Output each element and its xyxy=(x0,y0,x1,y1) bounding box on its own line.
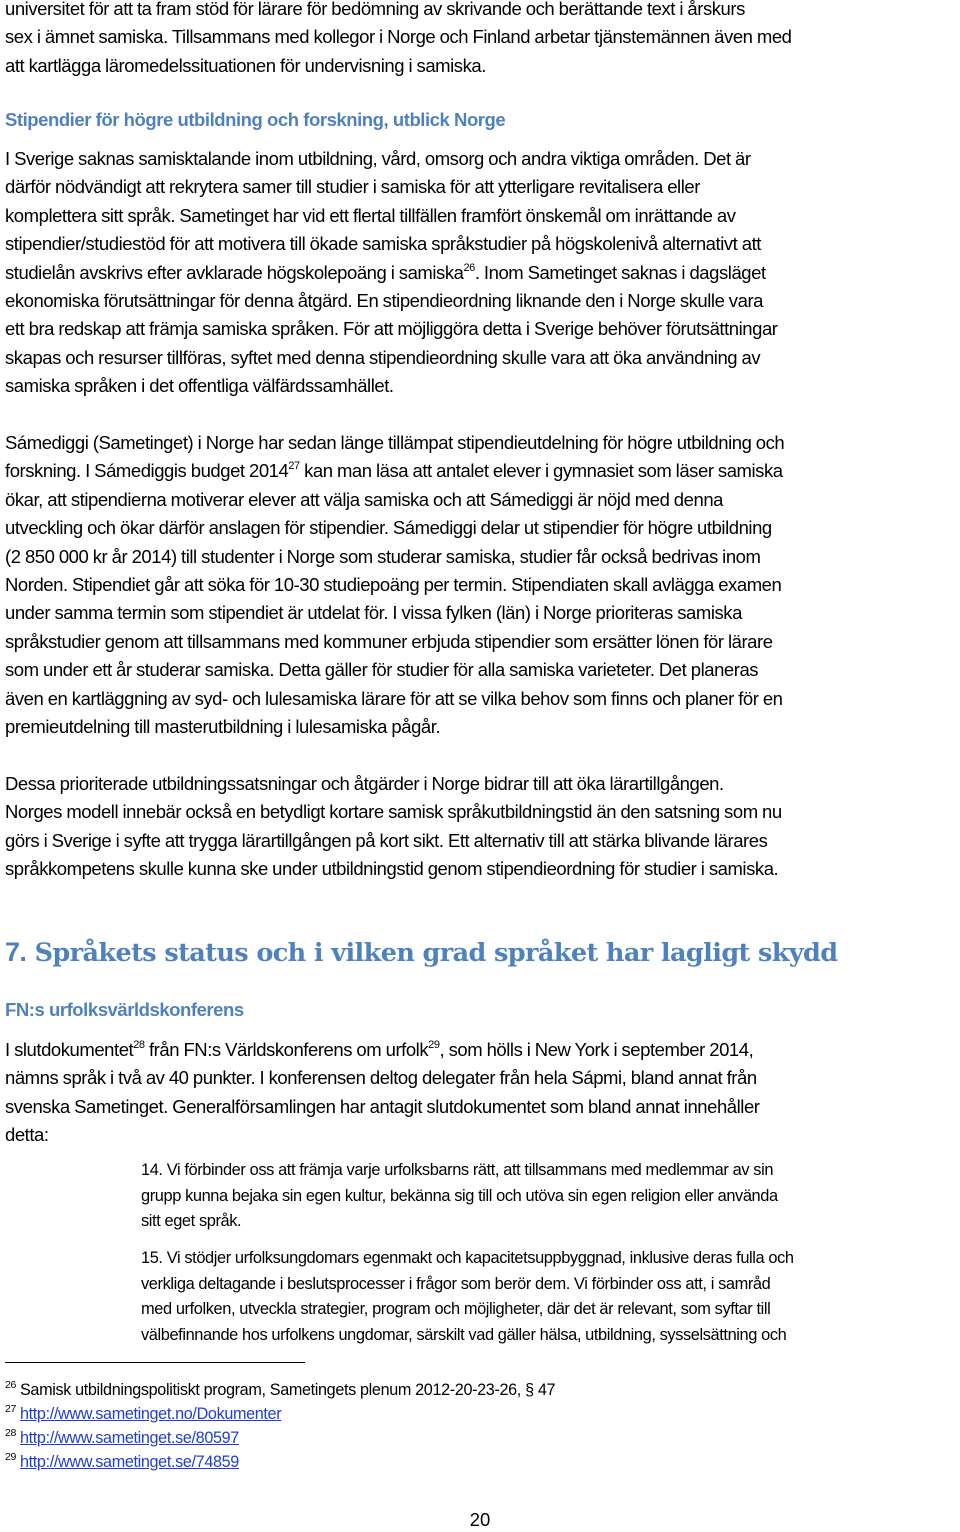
text-line xyxy=(5,457,960,485)
text-line xyxy=(5,1036,960,1064)
footnote-number: 28 xyxy=(5,1427,16,1439)
footnote-26 xyxy=(5,1380,555,1400)
footnote-ref: 27 xyxy=(288,460,300,473)
text-line: Norden. Stipendiet går att söka för 10-30 studiepoäng per termin. Stipendiaten skall avlägga examen xyxy=(5,574,782,596)
footnote-separator xyxy=(5,1362,305,1363)
text-line: välbefinnande hos urfolkens ungdomar, särskilt vad gäller hälsa, utbildning, sysselsättning och xyxy=(141,1325,787,1344)
text-fragment: kan man läsa att antalet elever i gymnasiet som läser samiska xyxy=(299,460,783,482)
footnote-28 xyxy=(5,1428,239,1448)
text-line: ett bra redskap att främja samiska språken. För att möjliggöra detta i Sverige behöver förutsättningar xyxy=(5,318,778,340)
text-line: (2 850 000 kr år 2014) till studenter i Norge som studerar samiska, studier får också bedrivas inom xyxy=(5,545,761,567)
text-line: att kartlägga läromedelssituationen för undervisning i samiska. xyxy=(5,54,486,76)
footnote-number: 27 xyxy=(5,1403,16,1415)
text-line: ekonomiska förutsättningar för denna åtgärd. En stipendieordning liknande den i Norge skulle vara xyxy=(5,290,763,312)
quote-item-14 xyxy=(141,1158,956,1235)
chapter-title: Språkets status och i vilken grad språket har lagligt skydd xyxy=(34,938,838,968)
text-line: Dessa prioriterade utbildningssatsningar och åtgärder i Norge bidrar till att öka lärartillgången. xyxy=(5,773,724,794)
footnote-link[interactable]: http://www.sametinget.se/80597 xyxy=(19,1429,239,1447)
text-line: utveckling och ökar därför anslagen för stipendier. Sámediggi delar ut stipendier för högre utbildning xyxy=(5,517,772,539)
chapter-heading xyxy=(5,935,960,970)
paragraph-slutdokument xyxy=(5,1036,960,1150)
quote-item-15 xyxy=(141,1246,956,1348)
text-line: språkkompetens skulle kunna ske under utbildningstid genom stipendieordning för studier i samiska. xyxy=(5,858,779,880)
text-line: sex i ämnet samiska. Tillsammans med kollegor i Norge och Finland arbetar tjänstemännen även med xyxy=(5,26,792,48)
footnote-ref: 29 xyxy=(428,1039,440,1051)
text-line: grupp kunna bejaka sin egen kultur, bekänna sig till och utöva sin egen religion eller använda xyxy=(141,1186,778,1205)
footnote-27 xyxy=(5,1404,281,1424)
footnote-link[interactable]: http://www.sametinget.se/74859 xyxy=(19,1453,239,1471)
text-line: komplettera sitt språk. Sametinget har vid ett flertal tillfällen framfört önskemål om inrättande av xyxy=(5,204,736,226)
text-fragment: , som hölls i New York i september 2014, xyxy=(439,1039,754,1060)
text-line: därför nödvändigt att rekrytera samer till studier i samiska för att ytterligare revitalisera eller xyxy=(5,176,700,198)
text-line: språkstudier genom att tillsammans med kommuner erbjuda stipendier som ersätter lönen för lärare xyxy=(5,630,773,652)
text-line: ökar, att stipendierna motiverar elever att välja samiska och att Sámediggi är nöjd med denna xyxy=(5,488,723,510)
footnote-number: 26 xyxy=(5,1379,16,1391)
intro-paragraph xyxy=(5,0,960,80)
text-fragment: forskning. I Sámediggis budget 2014 xyxy=(5,460,289,482)
text-line: stipendier/studiestöd för att motivera till ökade samiska språkstudier på högskolenivå alternativt att xyxy=(5,233,761,255)
text-line: 14. Vi förbinder oss att främja varje urfolksbarns rätt, att tillsammans med medlemmar av sin xyxy=(141,1161,774,1179)
footnote-ref: 28 xyxy=(133,1039,145,1051)
text-line: premieutdelning till masterutbildning i lulesamiska pågår. xyxy=(5,716,441,738)
text-line: sitt eget språk. xyxy=(141,1212,242,1231)
text-fragment: från FN:s Världskonferens om urfolk xyxy=(144,1039,429,1060)
page-number: 20 xyxy=(469,1509,491,1530)
text-line: svenska Sametinget. Generalförsamlingen har antagit slutdokumentet som bland annat innehåller xyxy=(5,1095,760,1117)
text-line: under samma termin som stipendiet är utdelat för. I vissa fylken (län) i Norge prioriteras samiska xyxy=(5,602,742,624)
text-line: verkliga deltagande i beslutsprocesser i frågor som berör dem. Vi förbinder oss att, i samråd xyxy=(141,1274,771,1293)
section-heading-stipendier: Stipendier för högre utbildning och forskning, utblick Norge xyxy=(5,109,506,130)
paragraph-samediggi xyxy=(5,429,960,741)
footnote-ref: 26 xyxy=(463,261,475,274)
text-line: med urfolken, utveckla strategier, program och möjligheter, där det är relevant, som syftar till xyxy=(141,1300,771,1319)
text-fragment: I slutdokumentet xyxy=(5,1039,134,1060)
text-line: skapas och resurser tillföras, syftet med denna stipendieordning skulle vara att öka användning av xyxy=(5,346,761,368)
text-line: samiska språken i det offentliga välfärdssamhället. xyxy=(5,375,394,397)
footnote-29 xyxy=(5,1452,239,1472)
text-fragment: . Inom Sametinget saknas i dagsläget xyxy=(474,261,766,283)
text-line: även en kartläggning av syd- och lulesamiska lärare för att se vilka behov som finns och planer för en xyxy=(5,687,783,709)
footnote-number: 29 xyxy=(5,1451,16,1463)
paragraph-prioriterade xyxy=(5,770,960,884)
text-line: universitet för att ta fram stöd för lärare för bedömning av skrivande och berättande text i årskurs xyxy=(5,0,745,19)
text-line: görs i Sverige i syfte att trygga lärartillgången på kort sikt. Ett alternativ till att stärka blivande lärares xyxy=(5,829,768,851)
text-line: detta: xyxy=(5,1124,49,1146)
footnote-link[interactable]: http://www.sametinget.no/Dokumenter xyxy=(19,1405,282,1423)
paragraph-stipendier-sverige xyxy=(5,145,960,401)
text-line: nämns språk i två av 40 punkter. I konferensen deltog delegater från hela Sápmi, bland annat från xyxy=(5,1067,757,1089)
text-line: Norges modell innebär också en betydligt kortare samisk språkutbildningstid än den satsning som nu xyxy=(5,801,782,823)
text-fragment: studielån avskrivs efter avklarade högskolepoäng i samiska xyxy=(5,261,464,283)
text-line: Sámediggi (Sametinget) i Norge har sedan länge tillämpat stipendieutdelning för högre utbildning och xyxy=(5,432,785,453)
footnote-text: Samisk utbildningspolitiskt program, Sametingets plenum 2012-20-23-26, § 47 xyxy=(19,1381,556,1399)
text-line xyxy=(5,259,960,287)
section-heading-fn: FN:s urfolksvärldskonferens xyxy=(5,999,244,1020)
chapter-number: 7. xyxy=(5,937,27,967)
text-line: I Sverige saknas samisktalande inom utbildning, vård, omsorg och andra viktiga områden. Det är xyxy=(5,148,751,169)
text-line: 15. Vi stödjer urfolksungdomars egenmakt och kapacitetsuppbyggnad, inklusive deras fulla och xyxy=(141,1249,794,1267)
text-line: som under ett år studerar samiska. Detta gäller för studier för alla samiska varieteter. Det planeras xyxy=(5,659,759,681)
